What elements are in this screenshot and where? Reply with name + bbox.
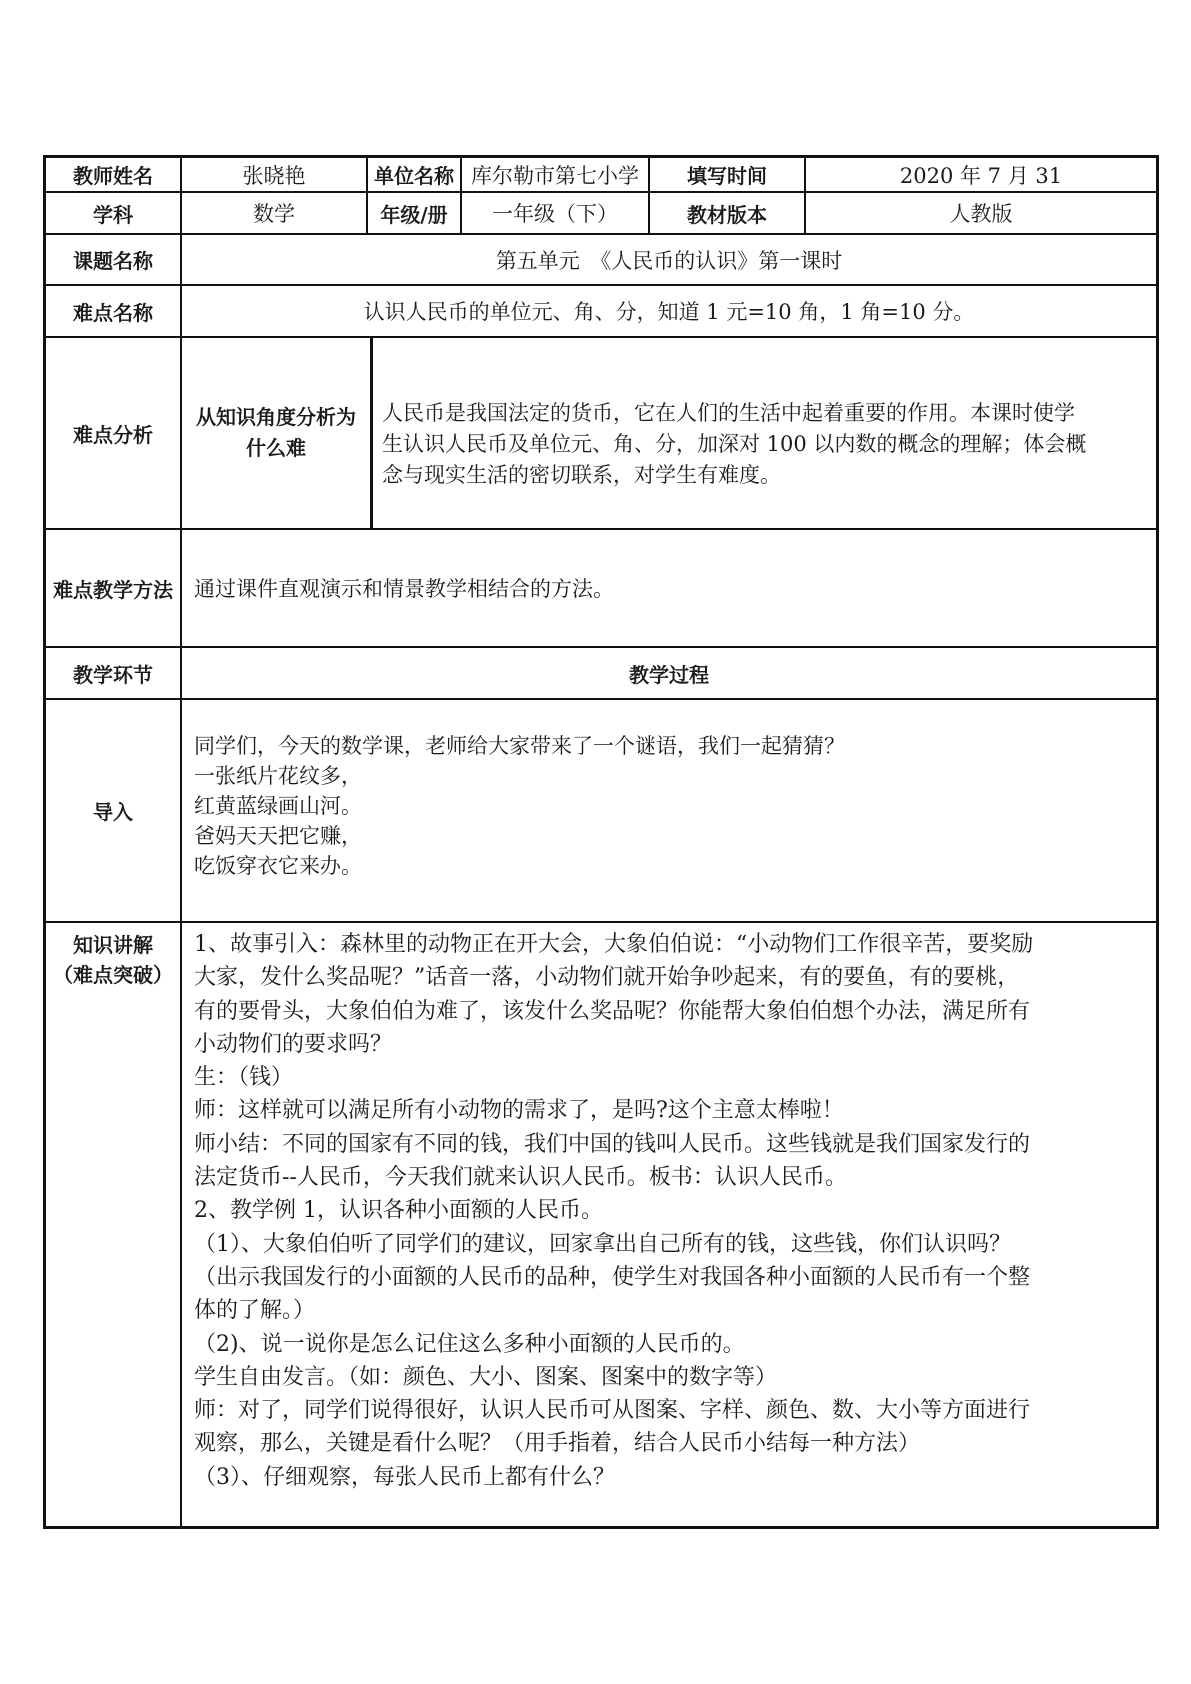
knowledge-label-line2: （难点突破） <box>53 963 173 987</box>
knowledge-line: 体的了解。） <box>194 1298 316 1324</box>
unit-name-label: 单位名称 <box>374 164 454 188</box>
analysis-line: 生认识人民币及单位元、角、分，加深对 100 以内数的概念的理解；体会概 <box>382 432 1087 456</box>
knowledge-line: 师：这样就可以满足所有小动物的需求了，是吗?这个主意太棒啦！ <box>194 1098 844 1124</box>
intro-label: 导入 <box>93 800 133 824</box>
intro-line: 爸妈天天把它赚， <box>194 824 362 848</box>
row-divider <box>46 698 1156 700</box>
column-divider <box>180 158 182 1526</box>
unit-name-value: 库尔勒市第七小学 <box>471 163 639 188</box>
analysis-line: 念与现实生活的密切联系，对学生有难度。 <box>382 463 781 487</box>
intro-line: 同学们，今天的数学课，老师给大家带来了一个谜语，我们一起猜猜？ <box>194 734 845 758</box>
fill-date-label: 填写时间 <box>687 164 767 188</box>
knowledge-line: 观察，那么，关键是看什么呢？（用手指着，结合人民币小结每一种方法） <box>194 1431 921 1457</box>
grade-value: 一年级（下） <box>492 202 618 226</box>
topic-value: 第五单元 《人民币的认识》第一课时 <box>495 248 843 273</box>
intro-line: 吃饭穿衣它来办。 <box>194 854 362 878</box>
knowledge-line: 师：对了，同学们说得很好，认识人民币可从图案、字样、颜色、数、大小等方面进行 <box>194 1398 1031 1424</box>
analysis-sublabel: 从知识角度分析为什么难 <box>196 405 356 460</box>
knowledge-line: 学生自由发言。（如：颜色、大小、图案、图案中的数字等） <box>194 1364 778 1390</box>
row-divider <box>46 921 1156 923</box>
knowledge-line: 生：（钱） <box>194 1065 294 1091</box>
knowledge-line: 法定货币--人民币，今天我们就来认识人民币。板书：认识人民币。 <box>194 1165 847 1191</box>
knowledge-text <box>194 928 1033 1494</box>
analysis-line: 人民币是我国法定的货币，它在人们的生活中起着重要的作用。本课时使学 <box>382 401 1075 425</box>
knowledge-label-line1: 知识讲解 <box>73 933 153 957</box>
knowledge-line: （2)、说一说你是怎么记住这么多种小面额的人民币的。 <box>194 1331 745 1357</box>
fill-date-value: 2020 年 7 月 31 <box>899 163 1063 188</box>
process-header-label: 教学过程 <box>629 662 709 687</box>
subject-value: 数学 <box>253 202 295 226</box>
knowledge-label <box>46 930 180 990</box>
knowledge-line: 2、教学例 1，认识各种小面额的人民币。 <box>194 1198 603 1224</box>
method-value: 通过课件直观演示和情景教学相结合的方法。 <box>194 577 614 601</box>
textbook-value: 人教版 <box>949 202 1013 226</box>
analysis-text <box>382 398 1086 491</box>
difficulty-value: 认识人民币的单位元、角、分，知道 1 元=10 角，1 角=10 分。 <box>363 300 975 324</box>
knowledge-line: 有的要骨头，大象伯伯为难了，该发什么奖品呢？你能帮大象伯伯想个办法，满足所有 <box>194 998 1031 1024</box>
textbook-label: 教材版本 <box>687 202 767 227</box>
subject-label: 学科 <box>93 202 133 227</box>
knowledge-line: （1）、大象伯伯听了同学们的建议，回家拿出自己所有的钱，这些钱，你们认识吗？ <box>194 1231 1011 1257</box>
knowledge-line: 1、故事引入：森林里的动物正在开大会，大象伯伯说：“小动物们工作很辛苦，要奖励 <box>194 932 1034 957</box>
teacher-name-value: 张晓艳 <box>242 163 306 188</box>
stage-header-label: 教学环节 <box>73 662 153 687</box>
difficulty-label: 难点名称 <box>73 300 153 325</box>
analysis-label: 难点分析 <box>73 422 153 447</box>
intro-line: 红黄蓝绿画山河。 <box>194 794 362 818</box>
knowledge-line: （3）、仔细观察，每张人民币上都有什么？ <box>194 1464 615 1490</box>
knowledge-line: 小动物们的要求吗？ <box>194 1031 393 1057</box>
grade-label: 年级/册 <box>380 202 448 227</box>
intro-text <box>194 731 845 881</box>
lesson-plan-table <box>43 155 1159 1529</box>
knowledge-line: 大家，发什么奖品呢？”话音一落，小动物们就开始争吵起来，有的要鱼，有的要桃， <box>194 965 1020 991</box>
method-label: 难点教学方法 <box>53 577 173 602</box>
knowledge-line: （出示我国发行的小面额的人民币的品种，使学生对我国各种小面额的人民币有一个整 <box>194 1264 1031 1290</box>
topic-label: 课题名称 <box>73 249 153 273</box>
intro-line: 一张纸片花纹多， <box>194 764 362 788</box>
column-divider <box>370 336 373 528</box>
teacher-name-label: 教师姓名 <box>73 164 153 188</box>
knowledge-line: 师小结：不同的国家有不同的钱，我们中国的钱叫人民币。这些钱就是我们国家发行的 <box>194 1131 1031 1157</box>
